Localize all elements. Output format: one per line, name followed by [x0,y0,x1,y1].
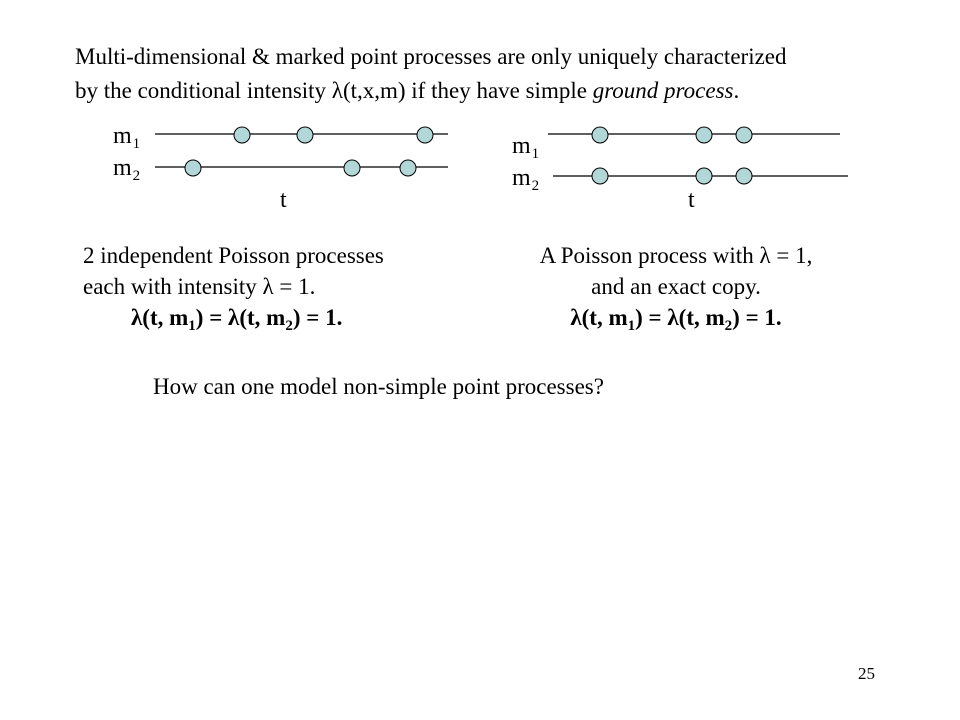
right-row-2-point [592,168,608,184]
left-caption [83,240,384,337]
intro-line-2-text: by the conditional intensity λ(t,x,m) if they have simple [75,78,593,103]
intro-line-2-end: . [733,78,740,103]
right-formula-part-2: ) = λ(t, m [635,305,725,330]
left-row-1-point [417,127,433,143]
left-row-2-label-sub: 2 [132,168,141,184]
left-formula-sub-1: 1 [188,318,196,334]
right-formula-sub-2: 2 [724,318,733,334]
left-row-1-label [113,124,140,151]
left-formula-part-3: ) = 1. [292,305,343,330]
left-row-2-point [185,160,201,176]
right-row-2-point [736,168,752,184]
left-row-2-label-text: m [113,155,132,181]
right-row-2-label [512,166,539,193]
right-formula-sub-1: 1 [627,318,636,334]
left-row-2-label [113,156,140,183]
left-axis-label: t [280,187,287,213]
right-row-1-label-sub: 1 [531,146,540,162]
question-text: How can one model non-simple point processes? [153,374,604,399]
right-caption-formula [500,302,852,337]
right-formula-part-1: λ(t, m [570,305,628,330]
intro-emphasis: ground process [592,78,734,103]
left-diagram [155,127,448,176]
right-row-2-label-text: m [512,165,531,191]
right-row-1-point [736,127,752,143]
left-row-2-point [400,160,416,176]
left-formula-sub-2: 2 [285,318,293,334]
right-diagram [548,127,848,184]
right-row-1-label [512,134,539,161]
page-number: 25 [858,664,875,683]
right-caption-line-1: A Poisson process with λ = 1, [539,243,813,268]
left-caption-formula [83,302,384,337]
right-row-1-point [696,127,712,143]
left-caption-line-1: 2 independent Poisson processes [83,243,384,268]
right-caption-line-2: and an exact copy. [591,274,761,299]
right-row-1-label-text: m [512,133,531,159]
right-caption [500,240,852,337]
left-row-2-point [344,160,360,176]
right-row-2-point [696,168,712,184]
right-row-1-point [592,127,608,143]
right-formula-part-3: ) = 1. [732,305,782,330]
left-row-1-label-sub: 1 [132,136,141,152]
left-caption-line-2: each with intensity λ = 1. [83,274,316,299]
left-formula-part-1: λ(t, m [131,305,189,330]
left-row-1-point [297,127,313,143]
left-row-1-label-text: m [113,123,132,149]
right-axis-label: t [688,187,695,213]
right-row-2-label-sub: 2 [531,178,540,194]
left-formula-part-2: ) = λ(t, m [195,305,286,330]
intro-line-1: Multi-dimensional & marked point processes are only uniquely characterized [75,44,787,69]
left-row-1-point [234,127,250,143]
